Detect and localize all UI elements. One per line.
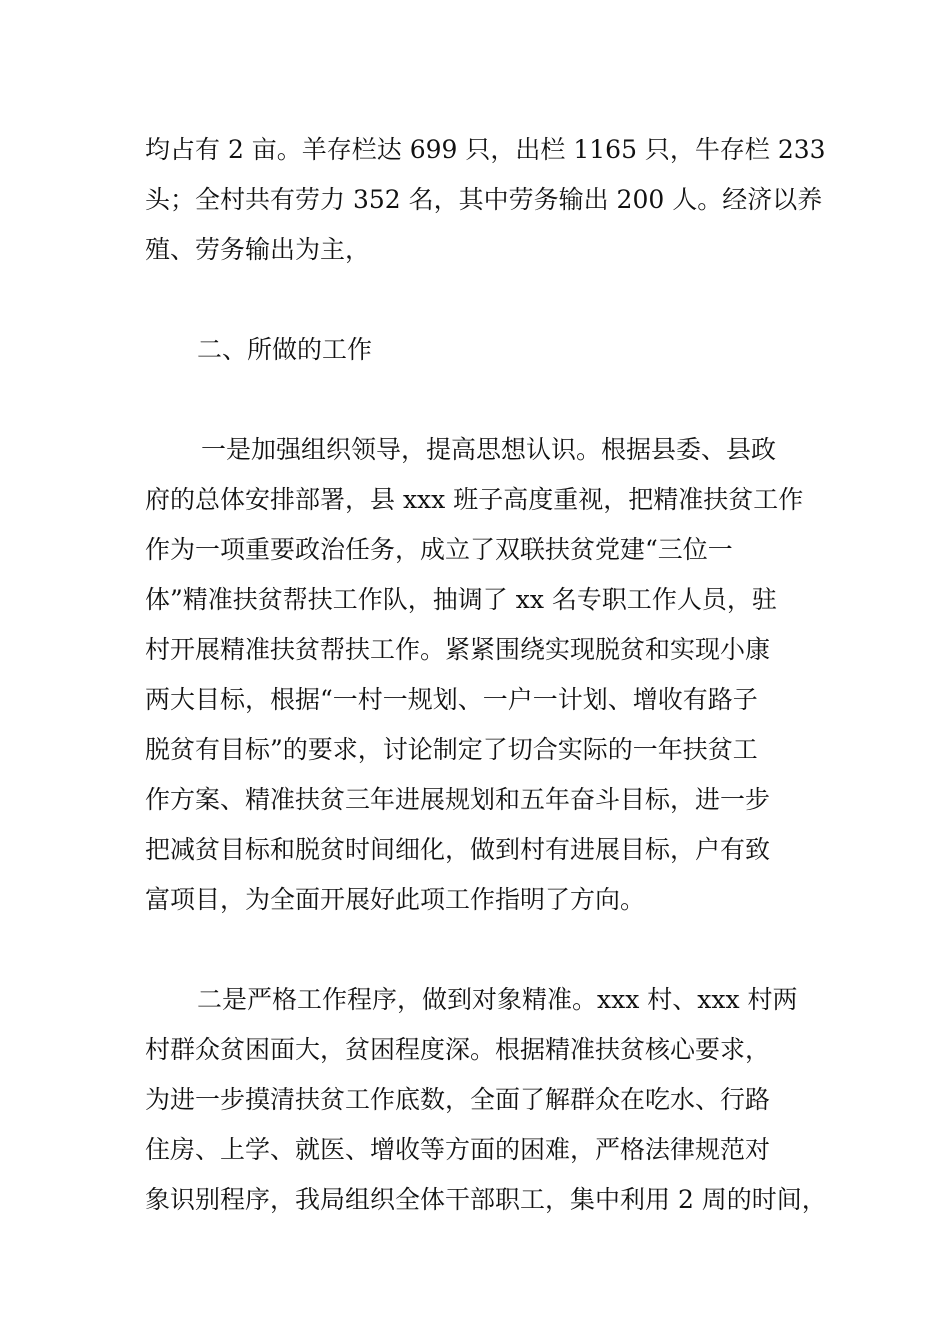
paragraph-2-line-2: 府的总体安排部署，县 xxx 班子高度重视，把精准扶贫工作: [145, 485, 804, 514]
paragraph-1-line-2: 头；全村共有劳力 352 名，其中劳务输出 200 人。经济以养: [145, 185, 823, 214]
paragraph-1-line-3: 殖、劳务输出为主，: [145, 235, 371, 264]
paragraph-2-line-5: 村开展精准扶贫帮扶工作。紧紧围绕实现脱贫和实现小康: [145, 635, 771, 664]
paragraph-3-line-2: 村群众贫困面大，贫困程度深。根据精准扶贫核心要求，: [145, 1035, 771, 1064]
paragraph-2-line-1: 一是加强组织领导，提高思想认识。根据县委、县政: [201, 435, 777, 464]
section-heading: 二、所做的工作: [197, 335, 373, 364]
paragraph-2-line-6: 两大目标，根据“一村一规划、一户一计划、增收有路子: [145, 685, 758, 714]
paragraph-2-line-3: 作为一项重要政治任务，成立了双联扶贫党建“三位一: [145, 535, 733, 564]
paragraph-3-line-1: 二是严格工作程序，做到对象精准。xxx 村、xxx 村两: [197, 985, 798, 1014]
paragraph-3-line-5: 象识别程序，我局组织全体干部职工，集中利用 2 周的时间，: [145, 1185, 827, 1214]
paragraph-3-line-3: 为进一步摸清扶贫工作底数，全面了解群众在吃水、行路: [145, 1085, 771, 1114]
paragraph-3-line-4: 住房、上学、就医、增收等方面的困难，严格法律规范对: [145, 1135, 771, 1164]
paragraph-2-line-9: 把减贫目标和脱贫时间细化，做到村有进展目标，户有致: [145, 835, 771, 864]
paragraph-2-line-8: 作方案、精准扶贫三年进展规划和五年奋斗目标，进一步: [145, 785, 771, 814]
paragraph-2-line-7: 脱贫有目标”的要求，讨论制定了切合实际的一年扶贫工: [145, 735, 758, 764]
paragraph-2-line-4: 体”精准扶贫帮扶工作队，抽调了 xx 名专职工作人员，驻: [145, 585, 777, 614]
paragraph-1-line-1: 均占有 2 亩。羊存栏达 699 只，出栏 1165 只，牛存栏 233: [145, 135, 826, 164]
paragraph-2-line-10: 富项目，为全面开展好此项工作指明了方向。: [145, 885, 646, 914]
